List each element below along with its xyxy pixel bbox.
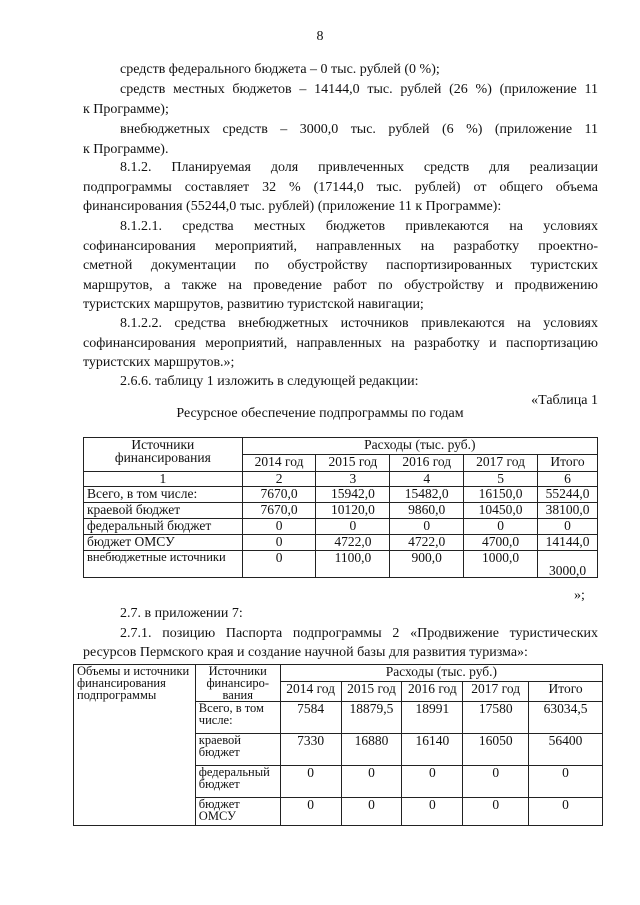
table-cell: 0 — [463, 798, 529, 826]
table-cell: 0 — [280, 798, 341, 826]
paragraph-line: туристских маршрутов.»; — [83, 355, 235, 370]
row-label: федеральный бюджет — [84, 519, 243, 535]
page-number: 8 — [316, 29, 324, 44]
table-header-expenses: Расходы (тыс. руб.) — [280, 665, 602, 682]
table-header-expenses: Расходы (тыс. руб.) — [242, 438, 597, 455]
table-cell: 4700,0 — [464, 535, 538, 551]
table-cell: 7584 — [280, 702, 341, 734]
paragraph-line: ресурсов Пермского края и создание научной базы для развития туризма»: — [83, 645, 528, 660]
table-cell: 900,0 — [390, 551, 464, 578]
row-label: краевой бюджет — [195, 734, 280, 766]
table-header-total: Итого — [529, 682, 603, 702]
table-cell: 0 — [464, 519, 538, 535]
table-cell: 15482,0 — [390, 487, 464, 503]
paragraph-line: к Программе). — [83, 142, 169, 157]
table-cell: 63034,5 — [529, 702, 603, 734]
table-cell: 10450,0 — [464, 503, 538, 519]
table-cell: 0 — [341, 766, 402, 798]
table-cell: 1100,0 — [316, 551, 390, 578]
table-header-year: 2017 год — [464, 455, 538, 472]
table-cell: 0 — [402, 798, 463, 826]
row-label: федеральный бюджет — [195, 766, 280, 798]
paragraph-line: маршрутов, а также на проведение работ по обустройству и продвижению — [83, 278, 598, 293]
paragraph-line: туристских маршрутов, развитию туристской навигации; — [83, 297, 424, 312]
paragraph-line: 8.1.2. Планируемая доля привлеченных средств для реализации — [120, 160, 598, 175]
table-row — [84, 519, 598, 535]
table-cell: 0 — [529, 766, 603, 798]
paragraph-line: 2.7.1. позицию Паспорта подпрограммы 2 «Продвижение туристических — [120, 626, 598, 641]
row-label: бюджет ОМСУ — [195, 798, 280, 826]
table-cell: 17580 — [463, 702, 529, 734]
table-cell: 55244,0 — [538, 487, 598, 503]
table-row — [84, 503, 598, 519]
column-number: 3 — [316, 472, 390, 487]
paragraph-line: сметной документации по обустройству паспортизированных туристских — [83, 258, 598, 273]
table-cell: 0 — [242, 551, 316, 578]
table-header-year: 2015 год — [341, 682, 402, 702]
table-cell: 16140 — [402, 734, 463, 766]
table-cell: 10120,0 — [316, 503, 390, 519]
column-number: 2 — [242, 472, 316, 487]
table-header-sources: Источники финансирования — [84, 438, 243, 472]
table-header-year: 2014 год — [242, 455, 316, 472]
table-cell: 3000,0 — [538, 551, 598, 578]
table-cell: 7670,0 — [242, 503, 316, 519]
table-cell: 1000,0 — [464, 551, 538, 578]
column-number: 4 — [390, 472, 464, 487]
table-header-year: 2014 год — [280, 682, 341, 702]
paragraph-line: средств местных бюджетов – 14144,0 тыс. рублей (26 %) (приложение 11 — [120, 82, 598, 97]
table-header-year: 2016 год — [390, 455, 464, 472]
column-number: 1 — [84, 472, 243, 487]
row-label: краевой бюджет — [84, 503, 243, 519]
paragraph-line: к Программе); — [83, 102, 169, 117]
paragraph-line: финансирования (55244,0 тыс. рублей) (приложение 11 к Программе): — [83, 199, 502, 214]
paragraph-line: софинансирования мероприятий, направленных на разработку проектно- — [83, 239, 598, 254]
resource-table — [83, 437, 598, 578]
table-cell: 4722,0 — [316, 535, 390, 551]
table-cell: 0 — [242, 535, 316, 551]
table-cell: 4722,0 — [390, 535, 464, 551]
table-cell: 56400 — [529, 734, 603, 766]
table-cell: 0 — [529, 798, 603, 826]
table-cell: 16050 — [463, 734, 529, 766]
table-row — [84, 487, 598, 503]
paragraph-line: 2.7. в приложении 7: — [120, 606, 243, 621]
table-cell: 18991 — [402, 702, 463, 734]
table-cell: 38100,0 — [538, 503, 598, 519]
table-cell: 7330 — [280, 734, 341, 766]
row-label: Всего, в том числе: — [195, 702, 280, 734]
table-header-sources: Источники финансиро-вания — [195, 665, 280, 702]
row-label: бюджет ОМСУ — [84, 535, 243, 551]
end-quote: »; — [574, 588, 585, 603]
passport-table — [73, 664, 603, 826]
table-cell: 0 — [341, 798, 402, 826]
table-cell: 0 — [242, 519, 316, 535]
paragraph-line: подпрограммы составляет 32 % (17144,0 тыс. рублей) от общего объема — [83, 180, 598, 195]
table-cell: 14144,0 — [538, 535, 598, 551]
table-cell: 9860,0 — [390, 503, 464, 519]
table-row — [84, 535, 598, 551]
table-cell: 0 — [390, 519, 464, 535]
table-caption: Ресурсное обеспечение подпрограммы по годам — [176, 406, 464, 421]
table-cell: 16150,0 — [464, 487, 538, 503]
table-header-year: 2017 год — [463, 682, 529, 702]
table-header-total: Итого — [538, 455, 598, 472]
table-label: «Таблица 1 — [531, 393, 598, 408]
table-cell: 0 — [402, 766, 463, 798]
table-row — [84, 551, 598, 578]
paragraph-line: средств федерального бюджета – 0 тыс. рублей (0 %); — [120, 62, 440, 77]
table-cell: 0 — [316, 519, 390, 535]
paragraph-line: 8.1.2.2. средства внебюджетных источников привлекаются на условиях — [120, 316, 598, 331]
table-cell: 18879,5 — [341, 702, 402, 734]
paragraph-line: 8.1.2.1. средства местных бюджетов привлекаются на условиях — [120, 219, 598, 234]
table-cell: 15942,0 — [316, 487, 390, 503]
volume-sources-header: Объемы и источники финансирования подпрограммы — [74, 665, 196, 826]
table-cell: 0 — [463, 766, 529, 798]
table-header-year: 2015 год — [316, 455, 390, 472]
row-label: Всего, в том числе: — [84, 487, 243, 503]
column-number: 5 — [464, 472, 538, 487]
table-cell: 7670,0 — [242, 487, 316, 503]
table-header-year: 2016 год — [402, 682, 463, 702]
row-label: внебюджетные источники — [84, 551, 243, 578]
table-cell: 16880 — [341, 734, 402, 766]
table-cell: 0 — [280, 766, 341, 798]
column-number: 6 — [538, 472, 598, 487]
paragraph-line: софинансирования мероприятий, направленных на разработку и паспортизацию — [83, 336, 598, 351]
paragraph-line: 2.6.6. таблицу 1 изложить в следующей редакции: — [120, 374, 419, 389]
table-cell: 0 — [538, 519, 598, 535]
paragraph-line: внебюджетных средств – 3000,0 тыс. рублей (6 %) (приложение 11 — [120, 122, 598, 137]
